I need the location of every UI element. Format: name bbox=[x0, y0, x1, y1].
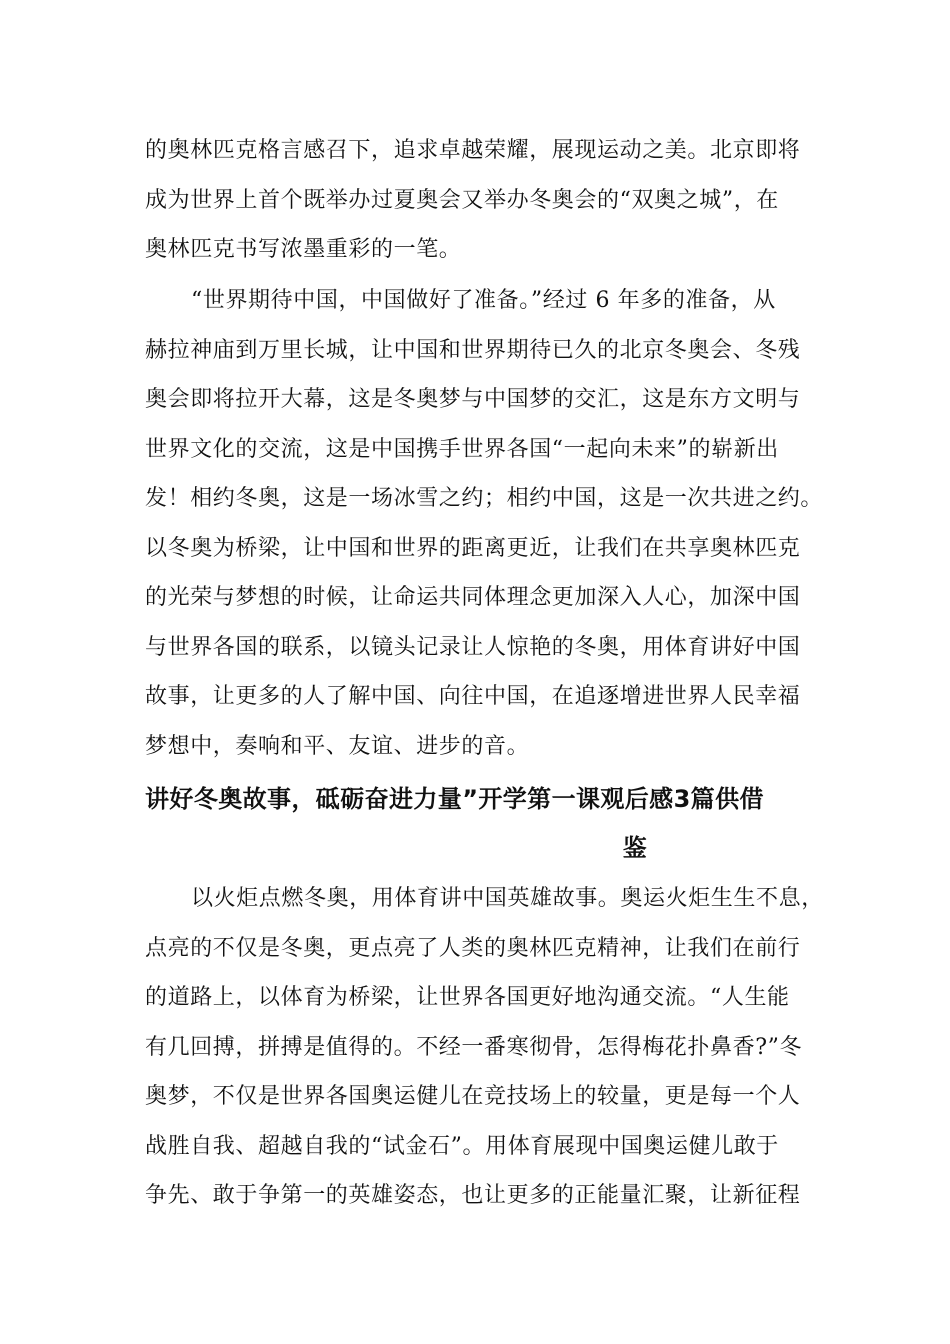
paragraph-1 bbox=[145, 126, 825, 275]
heading-line-1: 讲好冬奥故事，砥砺奋进力量”开学第一课观后感3篇供借 bbox=[145, 785, 764, 813]
paragraph-3 bbox=[145, 874, 825, 1221]
heading-line-2: 鉴 bbox=[622, 834, 648, 862]
paragraph-line: 的奥林匹克格言感召下，追求卓越荣耀，展现运动之美。北京即将 bbox=[145, 138, 801, 163]
paragraph-line: 争先、敢于争第一的英雄姿态，也让更多的正能量汇聚，让新征程 bbox=[145, 1183, 801, 1208]
paragraph-line: 奥林匹克书写浓墨重彩的一笔。 bbox=[145, 237, 462, 262]
paragraph-line: “世界期待中国，中国做好了准备。”经过 6 年多的准备，从 bbox=[191, 288, 776, 313]
section-heading bbox=[145, 775, 825, 873]
paragraph-line: 梦想中，奏响和平、友谊、进步的音。 bbox=[145, 733, 530, 759]
paragraph-line: 故事，让更多的人了解中国、向往中国，在追逐增进世界人民幸福 bbox=[145, 684, 801, 709]
paragraph-line: 战胜自我、超越自我的“试金石”。用体育展现中国奥运健儿敢于 bbox=[145, 1133, 779, 1159]
paragraph-line: 的道路上，以体育为桥梁，让世界各国更好地沟通交流。“人生能 bbox=[145, 985, 790, 1010]
paragraph-line: 成为世界上首个既举办过夏奥会又举办冬奥会的“双奥之城”，在 bbox=[145, 187, 779, 213]
paragraph-line: 以冬奥为桥梁，让中国和世界的距离更近，让我们在共享奥林匹克 bbox=[145, 535, 801, 561]
paragraph-2 bbox=[145, 276, 825, 771]
paragraph-line: 以火炬点燃冬奥，用体育讲中国英雄故事。奥运火炬生生不息， bbox=[191, 886, 824, 911]
paragraph-line: 世界文化的交流，这是中国携手世界各国“一起向未来”的崭新出 bbox=[145, 436, 779, 462]
paragraph-line: 赫拉神庙到万里长城，让中国和世界期待已久的北京冬奥会、冬残 bbox=[145, 337, 801, 363]
paragraph-line: 发！相约冬奥，这是一场冰雪之约；相约中国，这是一次共进之约。 bbox=[145, 486, 824, 511]
paragraph-line: 奥会即将拉开大幕，这是冬奥梦与中国梦的交汇，这是东方文明与 bbox=[145, 387, 801, 412]
paragraph-line: 有几回搏，拼搏是值得的。不经一番寒彻骨，怎得梅花扑鼻香?”冬 bbox=[145, 1034, 803, 1060]
paragraph-line: 与世界各国的联系，以镜头记录让人惊艳的冬奥，用体育讲好中国 bbox=[145, 634, 801, 660]
paragraph-line: 的光荣与梦想的时候，让命运共同体理念更加深入人心，加深中国 bbox=[145, 585, 801, 610]
paragraph-line: 点亮的不仅是冬奥，更点亮了人类的奥林匹克精神，让我们在前行 bbox=[145, 935, 801, 961]
paragraph-line: 奥梦，不仅是世界各国奥运健儿在竞技场上的较量，更是每一个人 bbox=[145, 1084, 801, 1109]
